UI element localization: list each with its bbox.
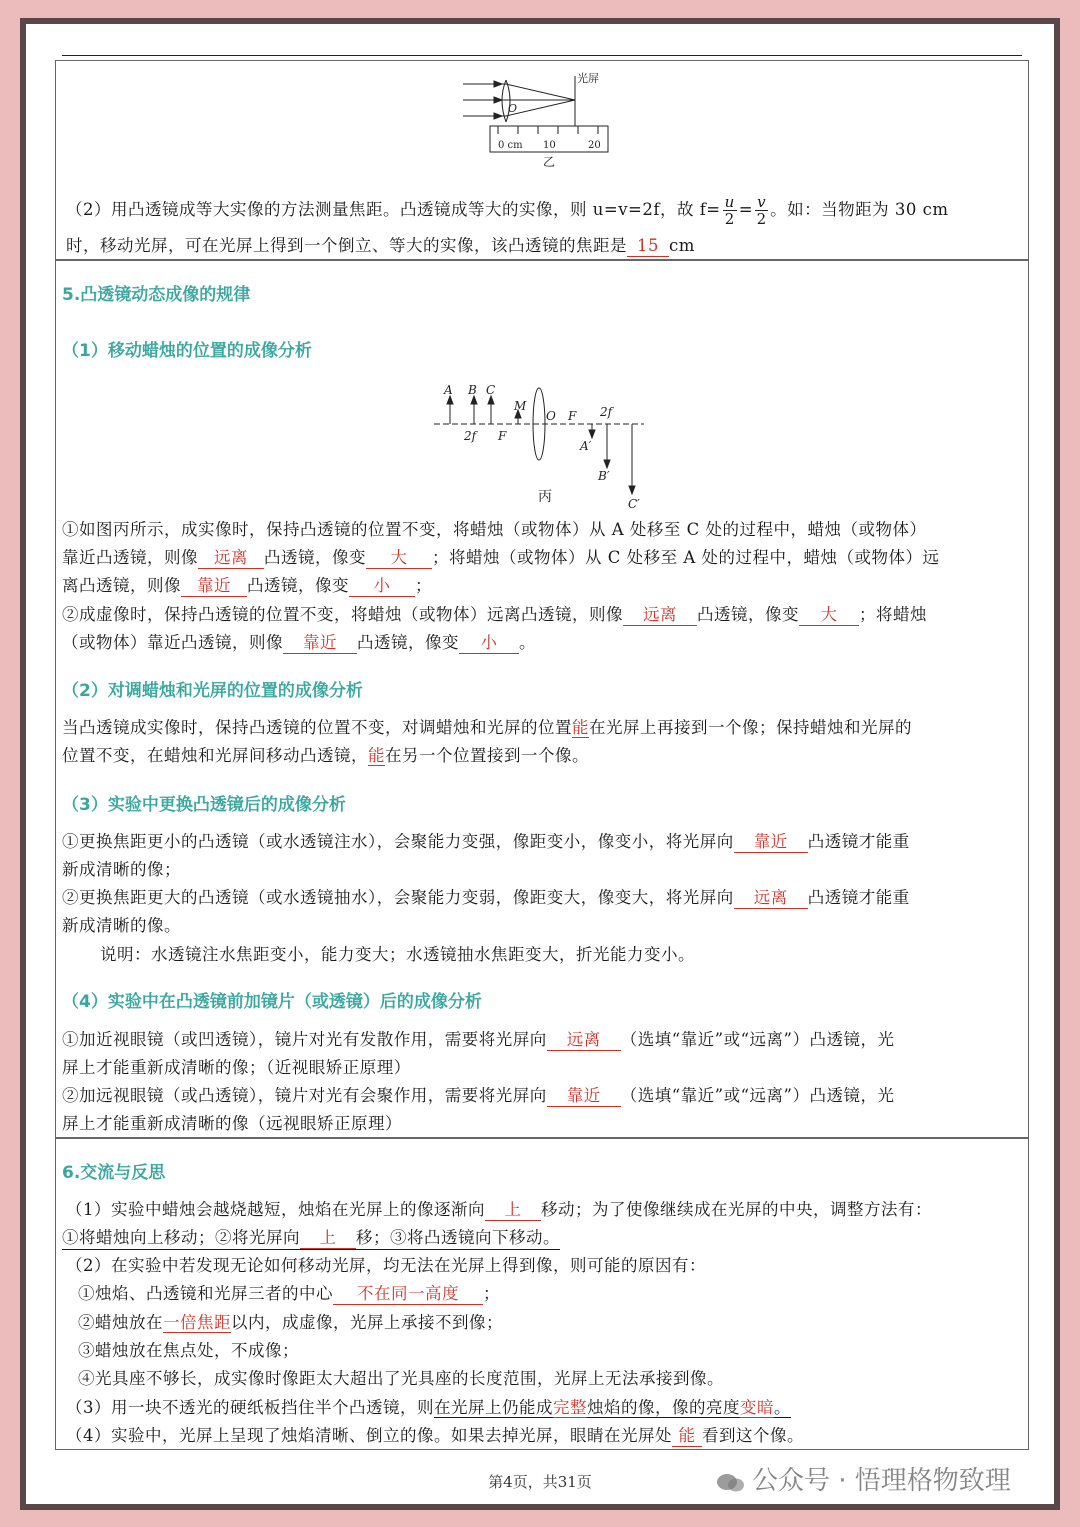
sec6-line5: ②蜡烛放在一倍焦距以内，成虚像，光屏上承接不到像； <box>78 1313 503 1332</box>
sec5-s1-title: （1）移动蜡烛的位置的成像分析 <box>62 341 312 361</box>
sec5-s3-line2: 新成清晰的像； <box>62 860 181 879</box>
sec5-s1-line3: 离凸透镜，则像 靠近 凸透镜，像变 小 ； <box>62 576 432 595</box>
sec5-s4-line3: ②加远视眼镜（或凸透镜），镜片对光有会聚作用，需要将光屏向 靠近 （选填“靠近”或“远离”）凸透镜，光 <box>62 1086 895 1105</box>
sec5-s3-line4: 新成清晰的像。 <box>62 916 181 935</box>
label-B-prime: B′ <box>598 469 610 483</box>
sec4-p2-line2: 时，移动光屏，可在光屏上得到一个倒立、等大的实像，该凸透镜的焦距是 15 cm <box>66 236 695 255</box>
header-rule <box>62 55 1022 56</box>
diagram-yi-origin-label: O <box>508 102 518 115</box>
sec5-s1-line2: 靠近凸透镜，则像 远离 凸透镜，像变 大 ；将蜡烛（或物体）从 C 处移至 A 处的过程中，蜡烛（或物体）远 <box>62 548 940 567</box>
label-2f-right: 2f <box>600 405 613 419</box>
sec5-s1-line5: （或物体）靠近凸透镜，则像 靠近 凸透镜，像变 小 。 <box>62 633 536 652</box>
sec5-s3-title: （3）实验中更换凸透镜后的成像分析 <box>62 795 346 815</box>
diagram-yi-scale-20: 20 <box>588 140 601 151</box>
label-C-prime: C′ <box>628 497 640 510</box>
fraction-v-over-2: $\frac{v}{2}$ <box>756 193 767 228</box>
sec5-s2-title: （2）对调蜡烛和光屏的位置的成像分析 <box>62 681 363 701</box>
sec6-line6: ③蜡烛放在焦点处，不成像； <box>78 1341 299 1360</box>
wechat-icon <box>716 1471 746 1493</box>
sec6-line2: ①将蜡烛向上移动；②将光屏向 上 移；③将凸透镜向下移动。 <box>62 1228 560 1250</box>
label-C: C <box>486 383 496 397</box>
sec6-line3: （2）在实验中若发现无论如何移动光屏，均无法在光屏上得到像，则可能的原因有： <box>66 1256 706 1275</box>
diagram-yi-caption: 乙 <box>543 155 556 168</box>
label-F-left: F <box>498 429 507 443</box>
label-A-prime: A′ <box>580 439 592 453</box>
diagram-yi-scale-0: 0 cm <box>498 140 523 151</box>
sec6-line4: ①烛焰、凸透镜和光屏三者的中心 不在同一高度 ； <box>78 1284 500 1303</box>
label-O: O <box>546 409 556 423</box>
sec6-line9: （4）实验中，光屏上呈现了烛焰清晰、倒立的像。如果去掉光屏，眼睛在光屏处 能 看到这个像。 <box>66 1426 804 1445</box>
diagram-yi <box>458 68 618 168</box>
watermark: 公众号 · 悟理格物致理 <box>716 1460 1011 1497</box>
sec4-p2-line1: （2）用凸透镜成等大实像的方法测量焦距。凸透镜成等大的实像，则 u=v=2f，故 f= $\frac{u}{2}$ = $\frac{v}{2}$ 。如：当物距为 30 cm <box>66 193 949 228</box>
sec5-s1-line1: ①如图丙所示，成实像时，保持凸透镜的位置不变，将蜡烛（或物体）从 A 处移至 C 处的过程中，蜡烛（或物体） <box>62 520 927 539</box>
page-number: 第4页，共31页 <box>488 1473 592 1491</box>
sec5-title: 5.凸透镜动态成像的规律 <box>62 285 251 305</box>
sec5-s4-title: （4）实验中在凸透镜前加镜片（或透镜）后的成像分析 <box>62 992 482 1012</box>
fraction-u-over-2: $\frac{u}{2}$ <box>724 193 735 228</box>
label-M: M <box>514 399 527 413</box>
sec5-s4-line2: 屏上才能重新成清晰的像；（近视眼矫正原理） <box>62 1058 411 1077</box>
label-B: B <box>468 383 477 397</box>
diagram-bing-caption: 丙 <box>538 489 553 505</box>
label-A: A <box>444 383 453 397</box>
document-page <box>26 24 1054 1504</box>
sec6-title: 6.交流与反思 <box>62 1163 166 1183</box>
label-F-right: F <box>568 409 577 423</box>
sec5-s3-note: 说明：水透镜注水焦距变小，能力变大；水透镜抽水焦距变大，折光能力变小。 <box>100 945 695 964</box>
sec5-s1-line4: ②成虚像时，保持凸透镜的位置不变，将蜡烛（或物体）远离凸透镜，则像 远离 凸透镜，像变 大 ；将蜡烛 <box>62 605 927 624</box>
sec5-s4-line1: ①加近视眼镜（或凹透镜），镜片对光有发散作用，需要将光屏向 远离 （选填“靠近”或“远离”）凸透镜，光 <box>62 1030 895 1049</box>
label-2f-left: 2f <box>464 429 477 443</box>
sec5-s3-line3: ②更换焦距更大的凸透镜（或水透镜抽水），会聚能力变弱，像距变大，像变大，将光屏向 远离 凸透镜才能重 <box>62 888 910 907</box>
sec5-s3-line1: ①更换焦距更小的凸透镜（或水透镜注水），会聚能力变强，像距变小，像变小，将光屏向 靠近 凸透镜才能重 <box>62 832 910 851</box>
diagram-yi-screen-label: 光屏 <box>577 72 599 85</box>
sec5-s2-line1: 当凸透镜成实像时，保持凸透镜的位置不变，对调蜡烛和光屏的位置能在光屏上再接到一个像；保持蜡烛和光屏的 <box>62 718 912 737</box>
sec6-line7: ④光具座不够长，成实像时像距太大超出了光具座的长度范围，光屏上无法承接到像。 <box>78 1369 724 1388</box>
diagram-yi-scale-10: 10 <box>543 140 556 151</box>
sec5-s4-line4: 屏上才能重新成清晰的像（远视眼矫正原理） <box>62 1114 402 1133</box>
sec6-line1: （1）实验中蜡烛会越烧越短，烛焰在光屏上的像逐渐向 上 移动；为了使像继续成在光屏的中央，调整方法有： <box>66 1200 932 1219</box>
sec5-s2-line2: 位置不变，在蜡烛和光屏间移动凸透镜，能在另一个位置接到一个像。 <box>62 746 589 765</box>
sec6-line8: （3）用一块不透光的硬纸板挡住半个凸透镜，则在光屏上仍能成完整烛焰的像，像的亮度变暗。 <box>66 1398 791 1417</box>
